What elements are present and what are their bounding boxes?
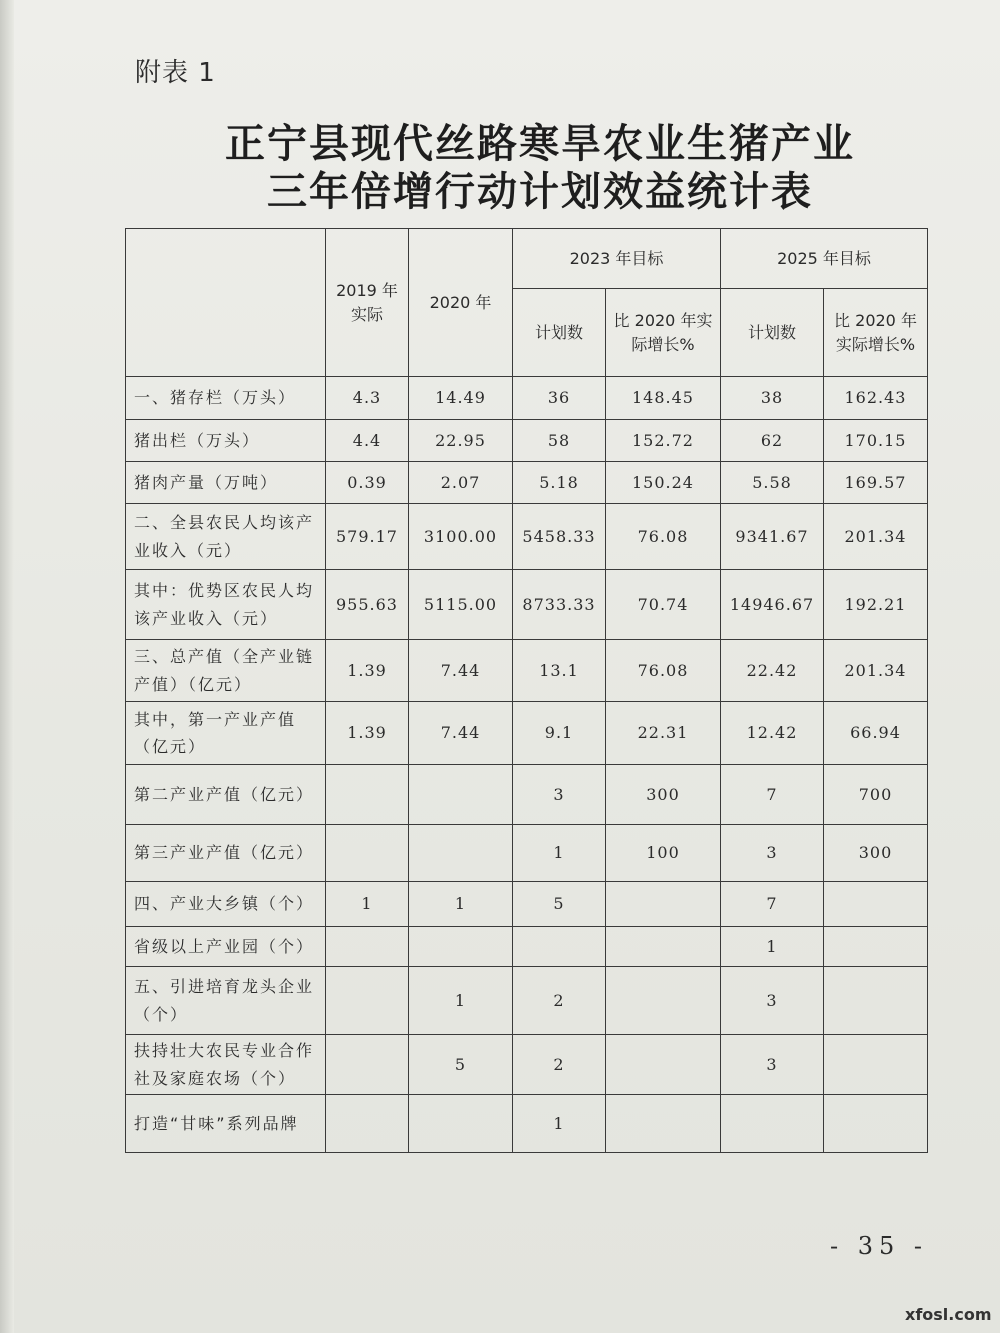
growth-2025-cell: 66.94 <box>824 702 928 765</box>
growth-2025-cell <box>824 882 928 927</box>
header-2025-growth: 比 2020 年实际增长% <box>824 289 928 377</box>
growth-2023-cell <box>606 1035 721 1095</box>
header-2025-target: 2025 年目标 <box>721 229 928 289</box>
growth-2025-cell: 170.15 <box>824 420 928 462</box>
value-2020-cell <box>409 825 513 882</box>
table-row <box>126 1035 928 1095</box>
growth-2025-cell: 201.34 <box>824 640 928 702</box>
growth-2025-cell: 162.43 <box>824 377 928 420</box>
value-2020-cell: 7.44 <box>409 702 513 765</box>
header-blank-cell <box>126 229 326 377</box>
value-2019-cell: 955.63 <box>326 570 409 640</box>
plan-2025-cell: 5.58 <box>721 462 824 504</box>
value-2019-cell <box>326 825 409 882</box>
value-2019-cell: 4.3 <box>326 377 409 420</box>
value-2019-cell <box>326 1035 409 1095</box>
title-line-1: 正宁县现代丝路寒旱农业生猪产业 <box>225 121 855 167</box>
plan-2025-cell: 1 <box>721 927 824 967</box>
growth-2023-cell: 76.08 <box>606 640 721 702</box>
plan-2023-cell: 5458.33 <box>513 504 606 570</box>
plan-2025-cell: 3 <box>721 967 824 1035</box>
row-label: 其中：优势区农民人均该产业收入（元） <box>126 570 326 640</box>
plan-2023-cell: 36 <box>513 377 606 420</box>
plan-2025-cell: 7 <box>721 882 824 927</box>
header-2023-plan: 计划数 <box>513 289 606 377</box>
header-2023-target: 2023 年目标 <box>513 229 721 289</box>
growth-2023-cell <box>606 882 721 927</box>
row-label: 二、全县农民人均该产业收入（元） <box>126 504 326 570</box>
table-row <box>126 504 928 570</box>
row-label: 第三产业产值（亿元） <box>126 825 326 882</box>
value-2020-cell: 7.44 <box>409 640 513 702</box>
row-label: 一、猪存栏（万头） <box>126 377 326 420</box>
value-2020-cell: 1 <box>409 967 513 1035</box>
watermark: xfosl.com <box>905 1305 992 1324</box>
plan-2025-cell: 22.42 <box>721 640 824 702</box>
table-row <box>126 927 928 967</box>
header-2023-growth: 比 2020 年实际增长% <box>606 289 721 377</box>
table-row <box>126 462 928 504</box>
row-label: 猪肉产量（万吨） <box>126 462 326 504</box>
growth-2025-cell <box>824 967 928 1035</box>
plan-2025-cell: 62 <box>721 420 824 462</box>
row-label: 猪出栏（万头） <box>126 420 326 462</box>
statistics-table <box>125 228 928 1153</box>
plan-2025-cell: 9341.67 <box>721 504 824 570</box>
value-2020-cell: 2.07 <box>409 462 513 504</box>
growth-2023-cell <box>606 927 721 967</box>
header-2019: 2019 年实际 <box>326 229 409 377</box>
growth-2025-cell <box>824 1095 928 1153</box>
plan-2023-cell: 1 <box>513 1095 606 1153</box>
page-number: - 35 - <box>830 1232 929 1260</box>
plan-2025-cell: 3 <box>721 1035 824 1095</box>
row-label: 四、产业大乡镇（个） <box>126 882 326 927</box>
header-2025-plan: 计划数 <box>721 289 824 377</box>
plan-2023-cell: 58 <box>513 420 606 462</box>
plan-2025-cell: 7 <box>721 765 824 825</box>
table-row <box>126 377 928 420</box>
row-label: 扶持壮大农民专业合作社及家庭农场（个） <box>126 1035 326 1095</box>
growth-2023-cell <box>606 1095 721 1153</box>
plan-2023-cell: 8733.33 <box>513 570 606 640</box>
growth-2025-cell <box>824 927 928 967</box>
growth-2023-cell: 148.45 <box>606 377 721 420</box>
value-2020-cell <box>409 1095 513 1153</box>
value-2019-cell <box>326 765 409 825</box>
growth-2023-cell: 300 <box>606 765 721 825</box>
table-row <box>126 825 928 882</box>
plan-2023-cell: 3 <box>513 765 606 825</box>
growth-2025-cell: 169.57 <box>824 462 928 504</box>
value-2020-cell: 3100.00 <box>409 504 513 570</box>
value-2019-cell: 4.4 <box>326 420 409 462</box>
table-row <box>126 640 928 702</box>
plan-2025-cell: 38 <box>721 377 824 420</box>
appendix-label: 附表 1 <box>135 58 216 88</box>
book-spine-shadow <box>0 0 14 1333</box>
row-label: 五、引进培育龙头企业（个） <box>126 967 326 1035</box>
value-2020-cell: 22.95 <box>409 420 513 462</box>
plan-2025-cell: 3 <box>721 825 824 882</box>
plan-2023-cell: 5.18 <box>513 462 606 504</box>
plan-2025-cell: 14946.67 <box>721 570 824 640</box>
table-row <box>126 702 928 765</box>
value-2019-cell: 579.17 <box>326 504 409 570</box>
value-2019-cell <box>326 967 409 1035</box>
row-label: 三、总产值（全产业链产值）（亿元） <box>126 640 326 702</box>
growth-2025-cell: 201.34 <box>824 504 928 570</box>
value-2020-cell: 5115.00 <box>409 570 513 640</box>
growth-2025-cell: 192.21 <box>824 570 928 640</box>
plan-2023-cell <box>513 927 606 967</box>
value-2019-cell <box>326 1095 409 1153</box>
title-line-2: 三年倍增行动计划效益统计表 <box>267 169 813 215</box>
header-2020: 2020 年 <box>409 229 513 377</box>
value-2019-cell <box>326 927 409 967</box>
table-row <box>126 1095 928 1153</box>
value-2020-cell <box>409 765 513 825</box>
table-row <box>126 882 928 927</box>
growth-2025-cell: 300 <box>824 825 928 882</box>
plan-2023-cell: 9.1 <box>513 702 606 765</box>
value-2020-cell <box>409 927 513 967</box>
growth-2023-cell: 76.08 <box>606 504 721 570</box>
growth-2023-cell: 100 <box>606 825 721 882</box>
table-row <box>126 765 928 825</box>
row-label: 第二产业产值（亿元） <box>126 765 326 825</box>
value-2020-cell: 5 <box>409 1035 513 1095</box>
value-2019-cell: 1.39 <box>326 640 409 702</box>
plan-2025-cell <box>721 1095 824 1153</box>
value-2019-cell: 1 <box>326 882 409 927</box>
plan-2023-cell: 13.1 <box>513 640 606 702</box>
plan-2025-cell: 12.42 <box>721 702 824 765</box>
growth-2023-cell <box>606 967 721 1035</box>
value-2020-cell: 14.49 <box>409 377 513 420</box>
plan-2023-cell: 5 <box>513 882 606 927</box>
table-row <box>126 420 928 462</box>
row-label: 其中，第一产业产值（亿元） <box>126 702 326 765</box>
table-row <box>126 967 928 1035</box>
plan-2023-cell: 1 <box>513 825 606 882</box>
plan-2023-cell: 2 <box>513 1035 606 1095</box>
growth-2025-cell: 700 <box>824 765 928 825</box>
value-2019-cell: 0.39 <box>326 462 409 504</box>
plan-2023-cell: 2 <box>513 967 606 1035</box>
growth-2023-cell: 70.74 <box>606 570 721 640</box>
growth-2023-cell: 152.72 <box>606 420 721 462</box>
row-label: 打造“甘味”系列品牌 <box>126 1095 326 1153</box>
growth-2025-cell <box>824 1035 928 1095</box>
growth-2023-cell: 150.24 <box>606 462 721 504</box>
row-label: 省级以上产业园（个） <box>126 927 326 967</box>
growth-2023-cell: 22.31 <box>606 702 721 765</box>
value-2019-cell: 1.39 <box>326 702 409 765</box>
table-row <box>126 570 928 640</box>
value-2020-cell: 1 <box>409 882 513 927</box>
